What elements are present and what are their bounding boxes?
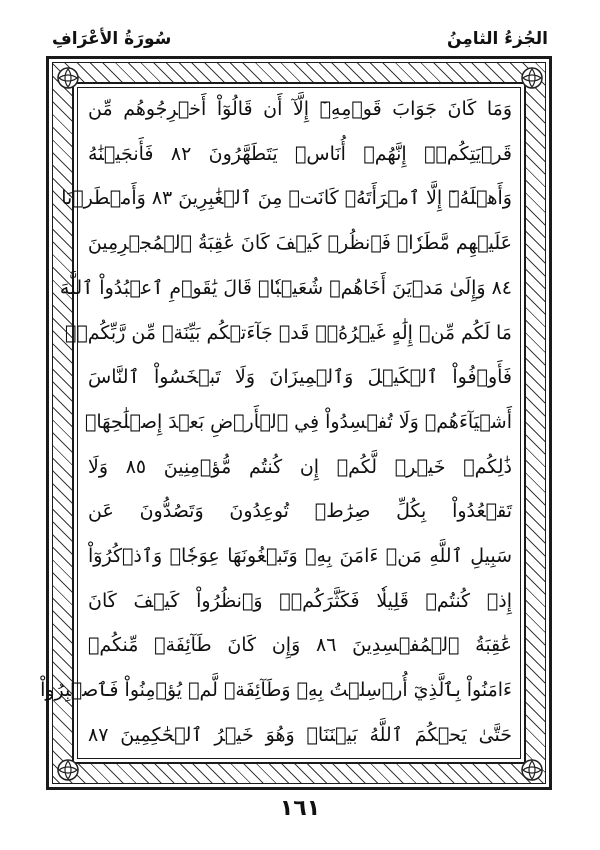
text-line: مَا لَكُم مِّنۡ إِلَٰهٍ غَيۡرُهُۥۖ قَدۡ جَآءَتۡكُم بَيِّنَةٞ مِّن رَّبِّكُمۡۖ [64,321,512,344]
text-line: إِذۡ كُنتُمۡ قَلِيلٗا فَكَثَّرَكُمۡۖ وَٱنظُرُواْ كَيۡفَ كَانَ [88,589,512,612]
text-line: سَبِيلِ ٱللَّهِ مَنۡ ءَامَنَ بِهِۦ وَتَبۡغُونَهَا عِوَجٗاۚ وَٱذۡكُرُوٓاْ [88,545,512,568]
text-line: أَشۡيَآءَهُمۡ وَلَا تُفۡسِدُواْ فِي ٱلۡأَرۡضِ بَعۡدَ إِصۡلَٰحِهَاۚ [84,410,512,433]
text-line: عَٰقِبَةُ ٱلۡمُفۡسِدِينَ ٨٦ وَإِن كَانَ طَآئِفَةٞ مِّنكُمۡ [88,634,513,657]
juz-title: الجُزءُ الثامِنُ [446,29,548,49]
corner-ornament-icon [518,756,546,784]
page-header [52,24,548,54]
page-number: ١٦١ [279,796,321,821]
corner-ornament-icon [54,756,82,784]
text-line: فَأَوۡفُواْ ٱلۡكَيۡلَ وَٱلۡمِيزَانَ وَلَا تَبۡخَسُواْ ٱلنَّاسَ [88,366,512,389]
surah-title: سُورَةُ الأعْرَافِ [52,29,172,49]
text-line: قَرۡيَتِكُمۡۖ إِنَّهُمۡ أُنَاسٞ يَتَطَهَّرُونَ ٨٢ فَأَنجَيۡنَٰهُ [88,142,512,165]
text-line: وَمَا كَانَ جَوَابَ قَوۡمِهِۦٓ إِلَّآ أَن قَالُوٓاْ أَخۡرِجُوهُم مِّن [88,98,512,120]
text-line: عَلَيۡهِم مَّطَرٗاۖ فَٱنظُرۡ كَيۡفَ كَانَ عَٰقِبَةُ ٱلۡمُجۡرِمِينَ [87,232,512,255]
quran-text-block [40,94,513,750]
text-line: ٨٤ وَإِلَىٰ مَدۡيَنَ أَخَاهُمۡ شُعَيۡبٗاۚ قَالَ يَٰقَوۡمِ ٱعۡبُدُواْ ٱللَّهَ [59,276,512,299]
text-line: تَقۡعُدُواْ بِكُلِّ صِرَٰطٖ تُوعِدُونَ وَتَصُدُّونَ عَن [88,500,512,523]
corner-ornament-icon [518,64,546,92]
text-line: ذَٰلِكُمۡ خَيۡرٞ لَّكُمۡ إِن كُنتُم مُّؤۡمِنِينَ ٨٥ وَلَا [88,455,512,478]
text-line: حَتَّىٰ يَحۡكُمَ ٱللَّهُ بَيۡنَنَاۚ وَهُوَ خَيۡرُ ٱلۡحَٰكِمِينَ ٨٧ [88,723,512,746]
corner-ornament-icon [54,64,82,92]
text-line: وَأَهۡلَهُۥٓ إِلَّا ٱمۡرَأَتَهُۥ كَانَتۡ مِنَ ٱلۡغَٰبِرِينَ ٨٣ وَأَمۡطَرۡنَا [61,187,512,210]
text-line: ءَامَنُواْ بِٱلَّذِيٓ أُرۡسِلۡتُ بِهِۦ وَطَآئِفَةٞ لَّمۡ يُؤۡمِنُواْ فَٱصۡبِرُواْ [40,679,512,702]
